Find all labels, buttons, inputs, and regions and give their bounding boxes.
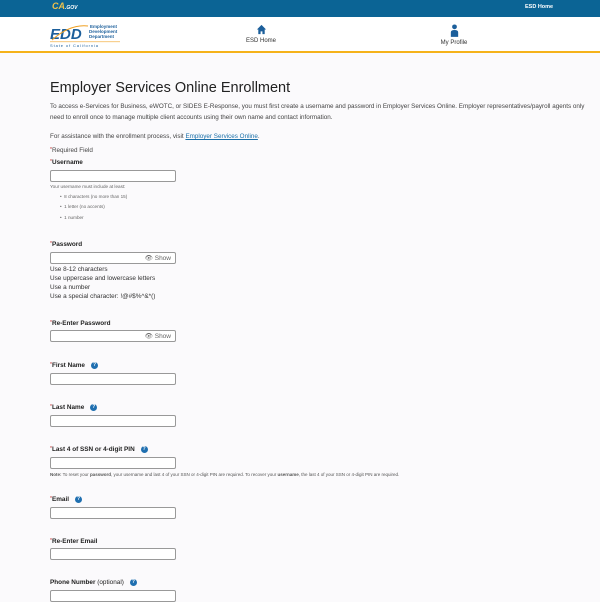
password-rule: Use a number xyxy=(50,284,91,291)
phone-input[interactable] xyxy=(50,590,176,602)
password-rule: Use a special character: !@#$%^&*() xyxy=(50,293,156,300)
first-name-label: *First Name ? xyxy=(50,362,97,370)
reenter-email-label: *Re-Enter Email xyxy=(50,538,98,545)
password-rule: Use uppercase and lowercase letters xyxy=(50,275,156,282)
first-name-input[interactable] xyxy=(50,373,176,385)
password-input[interactable] xyxy=(50,252,176,264)
show-reenter-password-button[interactable]: 👁 Show xyxy=(144,333,171,340)
home-icon xyxy=(256,24,267,35)
eye-icon: 👁 xyxy=(144,333,153,340)
password-label: *Password xyxy=(50,241,83,248)
required-field-note: *Required Field xyxy=(50,147,93,154)
last-name-label: *Last Name ? xyxy=(50,404,96,412)
phone-label: Phone Number (optional) ? xyxy=(50,579,135,587)
username-input[interactable] xyxy=(50,170,176,182)
username-rule: • 1 number xyxy=(60,215,84,220)
show-password-button[interactable]: 👁 Show xyxy=(144,255,171,262)
svg-text:Department: Department xyxy=(89,34,115,39)
last-name-input[interactable] xyxy=(50,415,176,427)
username-rule: • 1 letter (no accents) xyxy=(60,204,105,209)
help-icon[interactable]: ? xyxy=(92,362,97,368)
header xyxy=(0,17,600,53)
svg-text:EDD: EDD xyxy=(50,26,82,43)
eye-icon: 👁 xyxy=(144,255,153,262)
reenter-password-label: *Re-Enter Password xyxy=(50,320,111,327)
nav-label: ESD Home xyxy=(245,38,276,44)
help-icon[interactable]: ? xyxy=(76,496,81,502)
top-bar xyxy=(0,0,600,17)
nav-label: My Profile xyxy=(440,40,468,46)
username-label: *Username xyxy=(50,159,83,166)
employer-services-online-link[interactable]: Employer Services Online xyxy=(185,133,258,140)
email-label: *Email ? xyxy=(50,496,81,504)
help-icon[interactable]: ? xyxy=(131,579,135,585)
svg-text:State of California: State of California xyxy=(50,43,99,48)
ssn-note: Note: To reset your password, your username and last 4 of your SSN or 4-digit PIN are required. To recover your username, the last 4 of your SSN or 4-digit PIN are required. xyxy=(50,472,400,477)
ssn-label: *Last 4 of SSN or 4-digit PIN ? xyxy=(50,446,146,454)
svg-text:Employment: Employment xyxy=(90,24,118,29)
password-rule: Use 8-12 characters xyxy=(50,266,108,273)
person-icon xyxy=(449,24,460,37)
assistance-text: For assistance with the enrollment process, visit Employer Services Online. xyxy=(50,133,260,140)
nav-my-profile[interactable] xyxy=(424,24,484,46)
nav-esd-home[interactable] xyxy=(231,24,291,44)
username-rule: • 8 characters (no more than 15) xyxy=(60,194,128,199)
svg-text:Development: Development xyxy=(89,29,118,34)
email-input[interactable] xyxy=(50,507,176,519)
reenter-email-input[interactable] xyxy=(50,548,176,560)
ca-gov-logo[interactable]: CA.GOV xyxy=(52,1,78,11)
page-title: Employer Services Online Enrollment xyxy=(50,80,291,96)
reenter-password-input[interactable] xyxy=(50,330,176,342)
help-icon[interactable]: ? xyxy=(92,404,96,410)
edd-logo[interactable] xyxy=(50,22,120,49)
esd-home-top-link[interactable]: ESD Home xyxy=(525,4,554,10)
username-hint: Your username must include at least: xyxy=(50,184,126,189)
help-icon[interactable]: ? xyxy=(142,446,146,452)
intro-text: To access e-Services for Business, eWOTC, or SIDES E-Response, you must first create a username and password in Employer Services Online. Employer representatives/payroll agents only need to enroll once to manage multiple client accounts using their own name and contact information. xyxy=(50,103,585,121)
ssn-input[interactable] xyxy=(50,457,176,469)
